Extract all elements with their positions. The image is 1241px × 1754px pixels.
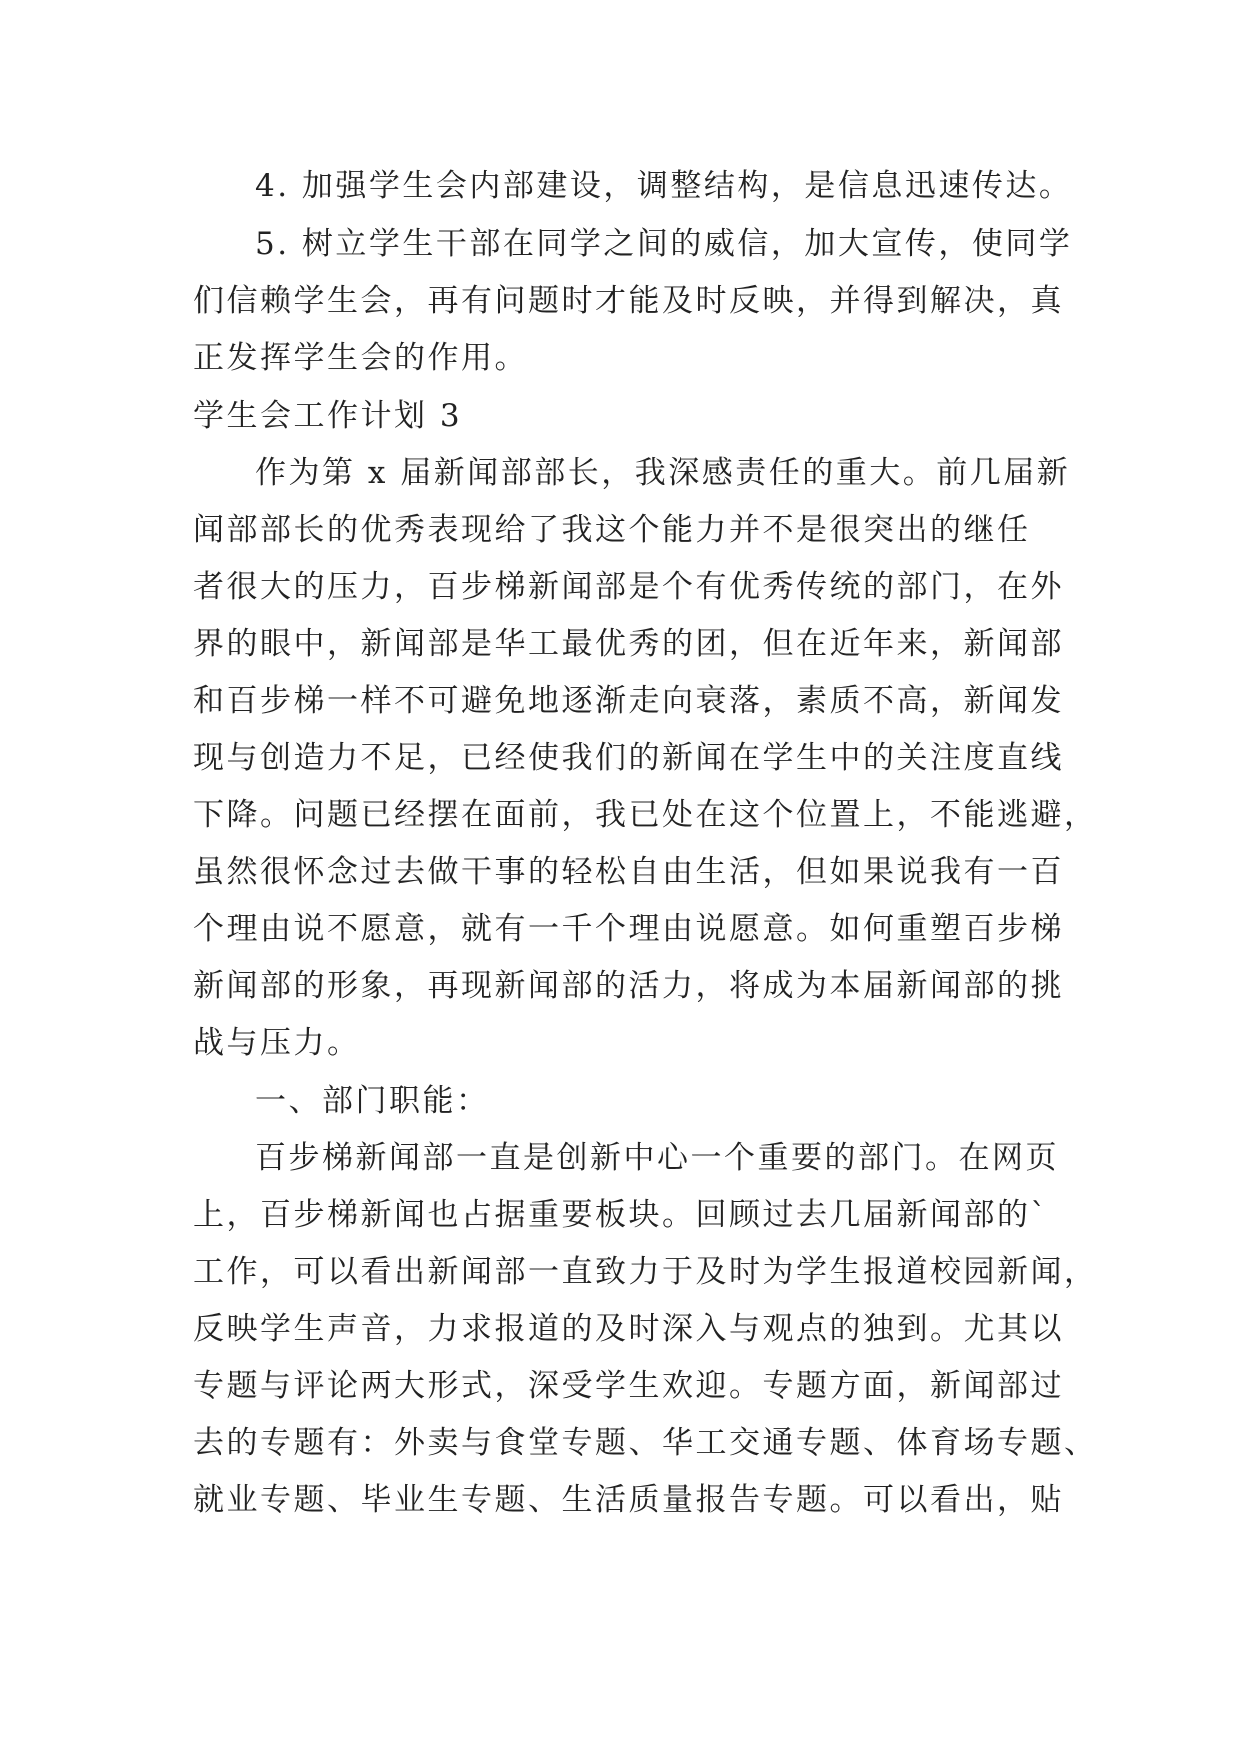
functions-paragraph-line-2: 上，百步梯新闻也占据重要板块。回顾过去几届新闻部的`: [193, 1197, 1049, 1233]
paragraph-item-5-line-3: 正发挥学生会的作用。: [193, 340, 528, 376]
intro-paragraph-line-9: 个理由说不愿意，就有一千个理由说愿意。如何重塑百步梯: [193, 911, 1064, 947]
functions-paragraph-line-4: 反映学生声音，力求报道的及时深入与观点的独到。尤其以: [193, 1311, 1064, 1347]
intro-paragraph-line-7: 下降。问题已经摆在面前，我已处在这个位置上，不能逃避，: [193, 797, 1098, 833]
intro-paragraph-line-1: 作为第 x 届新闻部部长，我深感责任的重大。前几届新: [255, 455, 1071, 491]
functions-paragraph-line-5: 专题与评论两大形式，深受学生欢迎。专题方面，新闻部过: [193, 1368, 1064, 1404]
intro-paragraph-line-11: 战与压力。: [193, 1025, 361, 1061]
intro-paragraph-line-4: 界的眼中，新闻部是华工最优秀的团，但在近年来，新闻部: [193, 626, 1064, 662]
intro-paragraph-line-8: 虽然很怀念过去做干事的轻松自由生活，但如果说我有一百: [193, 854, 1064, 890]
paragraph-item-5-line-1: 5. 树立学生干部在同学之间的威信，加大宣传，使同学: [255, 226, 1073, 262]
section-heading: 学生会工作计划 3: [193, 398, 463, 434]
paragraph-item-4: 4. 加强学生会内部建设，调整结构，是信息迅速传达。: [255, 168, 1073, 204]
functions-paragraph-line-3: 工作，可以看出新闻部一直致力于及时为学生报道校园新闻，: [193, 1254, 1098, 1290]
intro-paragraph-line-6: 现与创造力不足，已经使我们的新闻在学生中的关注度直线: [193, 740, 1064, 776]
intro-paragraph-line-2: 闻部部长的优秀表现给了我这个能力并不是很突出的继任: [193, 512, 1031, 548]
intro-paragraph-line-5: 和百步梯一样不可避免地逐渐走向衰落，素质不高，新闻发: [193, 683, 1064, 719]
functions-paragraph-line-7: 就业专题、毕业生专题、生活质量报告专题。可以看出，贴: [193, 1482, 1064, 1518]
subheading-department-functions: 一、部门职能：: [255, 1083, 490, 1119]
paragraph-item-5-line-2: 们信赖学生会，再有问题时才能及时反映，并得到解决，真: [193, 283, 1064, 319]
functions-paragraph-line-6: 去的专题有：外卖与食堂专题、华工交通专题、体育场专题、: [193, 1425, 1098, 1461]
functions-paragraph-line-1: 百步梯新闻部一直是创新中心一个重要的部门。在网页: [255, 1140, 1059, 1176]
intro-paragraph-line-3: 者很大的压力，百步梯新闻部是个有优秀传统的部门，在外: [193, 569, 1064, 605]
intro-paragraph-line-10: 新闻部的形象，再现新闻部的活力，将成为本届新闻部的挑: [193, 968, 1064, 1004]
